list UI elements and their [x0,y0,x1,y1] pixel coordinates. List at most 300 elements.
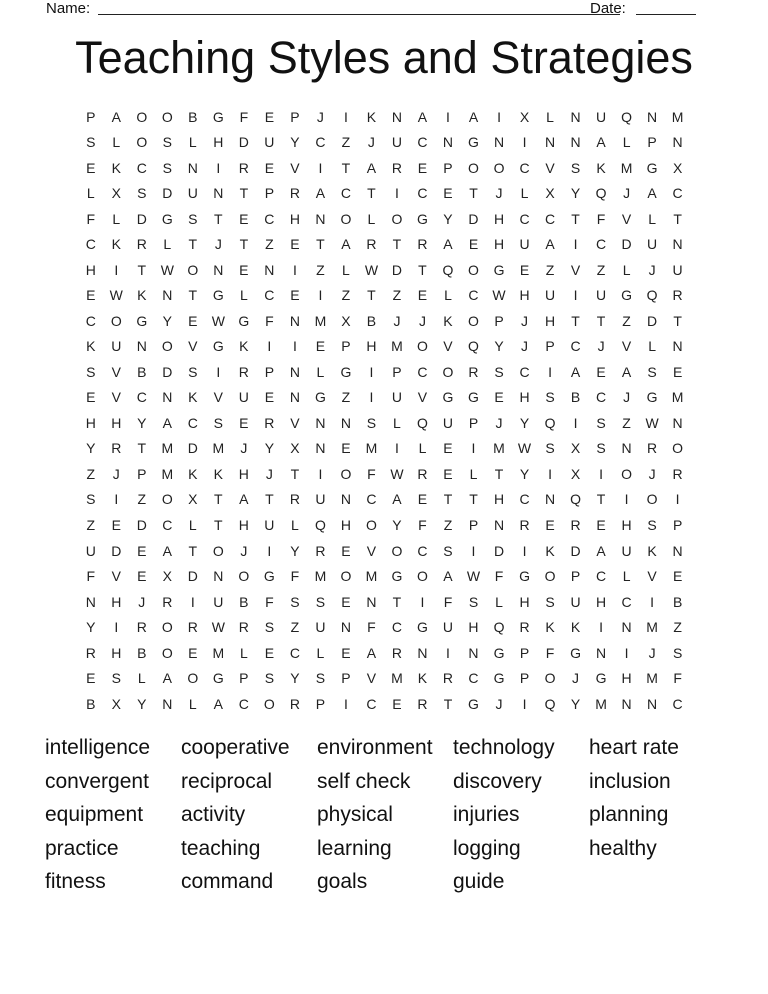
grid-cell[interactable]: J [521,312,529,329]
grid-cell[interactable]: R [187,619,198,636]
grid-cell[interactable]: O [136,108,148,125]
grid-cell[interactable]: G [212,338,224,355]
grid-cell[interactable]: C [264,287,275,304]
grid-cell[interactable]: U [85,542,96,559]
grid-cell[interactable]: E [188,644,198,661]
grid-cell[interactable]: E [111,517,121,533]
grid-cell[interactable]: L [163,236,172,253]
grid-cell[interactable]: D [468,210,479,227]
grid-cell[interactable]: O [391,210,403,227]
grid-cell[interactable]: Y [519,414,530,431]
grid-cell[interactable]: L [188,517,197,533]
grid-cell[interactable]: P [672,517,683,533]
grid-cell[interactable]: F [265,312,274,329]
grid-cell[interactable]: T [673,312,682,329]
grid-cell[interactable]: L [86,185,95,202]
grid-cell[interactable]: U [264,517,275,533]
grid-cell[interactable]: F [494,568,504,585]
grid-cell[interactable]: Q [417,414,428,431]
grid-cell[interactable]: G [442,389,454,406]
grid-cell[interactable]: E [239,261,249,278]
grid-cell[interactable]: L [112,134,121,151]
grid-cell[interactable]: U [187,185,198,202]
grid-cell[interactable]: F [673,670,682,687]
grid-cell[interactable]: P [468,517,479,533]
grid-cell[interactable]: S [86,491,96,508]
grid-cell[interactable]: C [672,185,683,202]
grid-cell[interactable]: T [265,491,274,508]
grid-cell[interactable]: I [343,695,348,712]
grid-cell[interactable]: K [647,542,657,559]
grid-cell[interactable]: I [395,185,399,202]
grid-cell[interactable]: Y [86,619,96,636]
grid-cell[interactable]: D [391,261,402,278]
grid-cell[interactable]: V [111,363,121,380]
grid-cell[interactable]: O [468,312,479,329]
grid-cell[interactable]: G [570,644,581,661]
grid-cell[interactable]: C [468,670,479,687]
grid-cell[interactable]: P [494,312,504,329]
grid-cell[interactable]: N [672,414,683,431]
grid-cell[interactable]: G [493,261,505,278]
grid-cell[interactable]: S [137,185,147,202]
grid-cell[interactable]: I [650,593,655,610]
grid-cell[interactable]: F [86,568,96,585]
grid-cell[interactable]: R [672,287,683,304]
grid-cell[interactable]: K [417,670,428,687]
grid-cell[interactable]: L [495,593,503,610]
grid-cell[interactable]: T [571,312,580,329]
grid-cell[interactable]: C [264,210,275,227]
grid-cell[interactable]: T [367,185,376,202]
grid-cell[interactable]: T [596,312,606,329]
grid-cell[interactable]: O [110,312,122,329]
grid-cell[interactable]: J [240,440,248,457]
grid-cell[interactable]: O [417,338,428,355]
grid-cell[interactable]: C [570,338,581,355]
grid-cell[interactable]: C [519,363,530,380]
grid-cell[interactable]: R [519,517,530,533]
grid-cell[interactable]: I [573,236,578,253]
grid-cell[interactable]: T [392,236,402,253]
grid-cell[interactable]: B [672,593,683,610]
grid-cell[interactable]: M [595,695,607,712]
grid-cell[interactable]: F [545,644,555,661]
grid-cell[interactable]: T [239,236,249,253]
grid-cell[interactable]: U [442,414,454,431]
grid-cell[interactable]: A [162,542,172,559]
grid-cell[interactable]: N [264,261,275,278]
grid-cell[interactable]: R [391,644,402,661]
grid-cell[interactable]: B [366,312,377,329]
grid-cell[interactable]: I [292,338,297,355]
grid-cell[interactable]: N [162,695,173,712]
grid-cell[interactable]: X [519,108,530,125]
grid-cell[interactable]: L [622,134,631,151]
grid-cell[interactable]: F [443,593,453,610]
grid-cell[interactable]: X [672,159,683,176]
grid-cell[interactable]: S [86,134,96,151]
grid-cell[interactable]: V [290,159,300,176]
grid-cell[interactable]: R [289,695,300,712]
grid-cell[interactable]: I [624,491,629,508]
grid-cell[interactable]: N [162,389,173,406]
grid-cell[interactable]: Q [544,414,556,431]
grid-cell[interactable]: O [187,670,199,687]
grid-cell[interactable]: I [114,261,119,278]
grid-cell[interactable]: H [111,644,122,661]
grid-cell[interactable]: O [161,644,173,661]
grid-cell[interactable]: T [571,210,580,227]
grid-cell[interactable]: O [493,159,505,176]
grid-cell[interactable]: E [315,338,326,355]
grid-cell[interactable]: H [213,134,224,151]
grid-cell[interactable]: L [112,210,121,227]
grid-cell[interactable]: Q [493,619,505,636]
grid-cell[interactable]: A [162,670,172,687]
grid-cell[interactable]: T [673,210,682,227]
grid-cell[interactable]: C [238,695,249,712]
grid-cell[interactable]: P [392,363,402,380]
grid-cell[interactable]: L [418,440,427,457]
grid-cell[interactable]: I [548,465,552,482]
grid-cell[interactable]: Z [86,517,96,533]
grid-cell[interactable]: O [468,261,479,278]
grid-cell[interactable]: E [417,491,428,508]
grid-cell[interactable]: N [340,491,351,508]
grid-cell[interactable]: C [366,491,377,508]
grid-cell[interactable]: A [545,236,555,253]
grid-cell[interactable]: T [596,491,606,508]
grid-cell[interactable]: I [114,491,119,508]
grid-cell[interactable]: J [623,389,631,406]
grid-cell[interactable]: S [596,440,606,457]
grid-cell[interactable]: U [570,593,581,610]
grid-cell[interactable]: A [315,185,326,202]
grid-cell[interactable]: F [367,619,376,636]
grid-cell[interactable]: R [570,517,581,533]
grid-cell[interactable]: A [111,108,121,125]
grid-cell[interactable]: B [570,389,581,406]
grid-cell[interactable]: S [596,414,606,431]
grid-cell[interactable]: E [239,414,249,431]
grid-cell[interactable]: A [468,108,479,125]
grid-cell[interactable]: L [239,287,248,304]
grid-cell[interactable]: R [238,159,249,176]
grid-cell[interactable]: K [366,108,377,125]
grid-cell[interactable]: H [493,210,505,227]
grid-cell[interactable]: C [596,568,607,585]
grid-cell[interactable]: F [86,210,96,227]
grid-cell[interactable]: N [544,134,556,151]
grid-cell[interactable]: D [187,568,198,585]
grid-cell[interactable]: W [211,312,225,329]
grid-cell[interactable]: J [648,261,656,278]
grid-cell[interactable]: F [418,517,427,533]
grid-cell[interactable]: V [570,261,581,278]
grid-cell[interactable]: N [213,261,224,278]
grid-cell[interactable]: N [647,695,658,712]
grid-cell[interactable]: R [366,236,377,253]
grid-cell[interactable]: E [417,287,428,304]
grid-cell[interactable]: S [443,542,453,559]
grid-cell[interactable]: K [111,236,121,253]
grid-cell[interactable]: O [442,363,454,380]
grid-cell[interactable]: G [238,312,250,329]
grid-cell[interactable]: E [86,670,96,687]
grid-cell[interactable]: T [137,261,147,278]
grid-cell[interactable]: U [672,261,683,278]
grid-cell[interactable]: U [621,542,632,559]
grid-cell[interactable]: S [188,363,198,380]
grid-cell[interactable]: L [444,287,452,304]
grid-cell[interactable]: L [622,568,631,585]
grid-cell[interactable]: U [315,619,326,636]
grid-cell[interactable]: O [238,568,250,585]
grid-cell[interactable]: F [367,465,376,482]
grid-cell[interactable]: Y [443,210,453,227]
grid-cell[interactable]: S [162,159,172,176]
grid-cell[interactable]: C [85,236,96,253]
grid-cell[interactable]: R [672,465,683,482]
grid-cell[interactable]: E [545,517,555,533]
grid-cell[interactable]: K [239,338,249,355]
grid-cell[interactable]: H [238,465,249,482]
grid-cell[interactable]: E [519,261,530,278]
grid-cell[interactable]: E [596,517,606,533]
grid-cell[interactable]: T [494,465,504,482]
grid-cell[interactable]: G [263,568,275,585]
grid-cell[interactable]: Z [341,134,351,151]
grid-cell[interactable]: R [417,695,428,712]
grid-cell[interactable]: J [112,465,120,482]
grid-cell[interactable]: I [624,644,629,661]
grid-cell[interactable]: R [289,491,300,508]
grid-cell[interactable]: N [315,440,326,457]
grid-cell[interactable]: P [468,414,479,431]
grid-cell[interactable]: C [519,210,530,227]
grid-cell[interactable]: N [570,134,581,151]
grid-cell[interactable]: M [314,568,327,585]
grid-cell[interactable]: N [647,108,658,125]
grid-cell[interactable]: E [596,363,606,380]
grid-cell[interactable]: T [214,517,223,533]
grid-cell[interactable]: N [187,159,198,176]
grid-cell[interactable]: E [239,210,249,227]
grid-cell[interactable]: T [239,185,249,202]
grid-cell[interactable]: V [290,414,300,431]
grid-cell[interactable]: Y [494,338,504,355]
grid-cell[interactable]: H [519,287,530,304]
grid-cell[interactable]: N [315,414,326,431]
grid-cell[interactable]: P [264,185,275,202]
grid-cell[interactable]: O [161,338,173,355]
grid-cell[interactable]: N [493,517,505,533]
grid-cell[interactable]: E [443,440,453,457]
grid-cell[interactable]: N [493,134,505,151]
grid-cell[interactable]: F [596,210,606,227]
grid-cell[interactable]: N [672,134,683,151]
grid-cell[interactable]: R [519,619,530,636]
grid-cell[interactable]: H [366,338,377,355]
grid-cell[interactable]: U [111,338,122,355]
grid-cell[interactable]: I [573,414,578,431]
grid-cell[interactable]: R [162,593,173,610]
grid-cell[interactable]: J [138,593,146,610]
grid-cell[interactable]: A [213,695,223,712]
grid-cell[interactable]: R [468,363,479,380]
grid-cell[interactable]: D [647,312,658,329]
grid-cell[interactable]: X [545,185,555,202]
grid-cell[interactable]: E [494,389,504,406]
grid-cell[interactable]: Z [341,389,351,406]
grid-cell[interactable]: E [86,159,96,176]
grid-cell[interactable]: M [314,312,327,329]
grid-cell[interactable]: N [340,619,351,636]
grid-cell[interactable]: G [621,287,633,304]
grid-cell[interactable]: N [289,363,300,380]
grid-cell[interactable]: V [111,568,121,585]
grid-cell[interactable]: N [162,287,173,304]
grid-cell[interactable]: C [162,517,173,533]
grid-cell[interactable]: Y [290,542,300,559]
grid-cell[interactable]: K [545,619,555,636]
grid-cell[interactable]: V [417,389,428,406]
grid-cell[interactable]: R [111,440,122,457]
grid-cell[interactable]: R [238,363,249,380]
grid-cell[interactable]: Q [442,261,454,278]
grid-cell[interactable]: W [160,261,174,278]
grid-cell[interactable]: I [497,108,501,125]
grid-cell[interactable]: Y [392,517,402,533]
grid-cell[interactable]: L [239,644,248,661]
grid-cell[interactable]: Y [519,465,530,482]
grid-cell[interactable]: H [238,517,249,533]
grid-cell[interactable]: S [290,593,300,610]
grid-cell[interactable]: S [647,517,657,533]
grid-cell[interactable]: H [621,517,632,533]
grid-cell[interactable]: P [239,670,249,687]
grid-cell[interactable]: T [443,491,453,508]
grid-cell[interactable]: D [136,210,147,227]
grid-cell[interactable]: K [86,338,96,355]
grid-cell[interactable]: V [366,670,377,687]
grid-cell[interactable]: H [596,593,607,610]
grid-cell[interactable]: I [369,363,374,380]
grid-cell[interactable]: R [238,619,249,636]
grid-cell[interactable]: G [391,568,403,585]
grid-cell[interactable]: F [290,568,300,585]
grid-cell[interactable]: I [522,695,527,712]
grid-cell[interactable]: V [647,568,657,585]
grid-cell[interactable]: G [340,363,352,380]
grid-cell[interactable]: J [240,542,248,559]
grid-cell[interactable]: V [188,338,198,355]
grid-cell[interactable]: N [289,389,300,406]
grid-cell[interactable]: Z [265,236,274,253]
grid-cell[interactable]: I [343,108,348,125]
grid-cell[interactable]: L [520,185,529,202]
date-field-line[interactable] [636,13,696,15]
grid-cell[interactable]: N [672,236,683,253]
grid-cell[interactable]: N [85,593,96,610]
grid-cell[interactable]: Z [596,261,606,278]
grid-cell[interactable]: T [392,593,402,610]
grid-cell[interactable]: Y [570,185,581,202]
grid-cell[interactable]: A [570,363,581,380]
grid-cell[interactable]: Q [646,287,658,304]
grid-cell[interactable]: N [621,440,632,457]
grid-cell[interactable]: M [391,670,403,687]
grid-cell[interactable]: I [522,134,527,151]
grid-cell[interactable]: L [622,261,631,278]
grid-cell[interactable]: M [161,440,174,457]
grid-cell[interactable]: S [672,644,683,661]
grid-cell[interactable]: X [188,491,198,508]
grid-cell[interactable]: H [111,593,122,610]
grid-cell[interactable]: O [340,465,352,482]
grid-cell[interactable]: A [596,542,606,559]
grid-cell[interactable]: C [621,593,632,610]
grid-cell[interactable]: R [647,440,658,457]
grid-cell[interactable]: I [267,542,272,559]
grid-cell[interactable]: Z [673,619,682,636]
grid-cell[interactable]: R [264,414,275,431]
grid-cell[interactable]: P [545,338,555,355]
grid-cell[interactable]: G [646,159,658,176]
grid-cell[interactable]: G [314,389,326,406]
grid-cell[interactable]: E [264,644,275,661]
grid-cell[interactable]: H [493,236,505,253]
grid-cell[interactable]: M [365,440,378,457]
grid-cell[interactable]: C [366,695,377,712]
grid-cell[interactable]: B [137,644,147,661]
grid-cell[interactable]: U [238,389,249,406]
grid-cell[interactable]: R [315,542,326,559]
grid-cell[interactable]: B [86,695,96,712]
grid-cell[interactable]: S [545,389,555,406]
grid-cell[interactable]: U [391,134,402,151]
grid-cell[interactable]: I [267,338,272,355]
grid-cell[interactable]: B [188,108,198,125]
grid-cell[interactable]: O [340,568,352,585]
grid-cell[interactable]: W [466,568,481,585]
grid-cell[interactable]: P [86,108,96,125]
grid-cell[interactable]: W [109,287,123,304]
grid-cell[interactable]: P [264,363,275,380]
grid-cell[interactable]: E [341,440,351,457]
grid-cell[interactable]: N [213,568,224,585]
grid-cell[interactable]: C [519,159,530,176]
grid-cell[interactable]: E [672,363,683,380]
grid-cell[interactable]: S [188,210,198,227]
grid-cell[interactable]: S [162,134,172,151]
grid-cell[interactable]: S [494,363,504,380]
grid-cell[interactable]: P [519,670,530,687]
grid-cell[interactable]: A [596,134,606,151]
grid-cell[interactable]: T [290,465,300,482]
grid-cell[interactable]: D [111,542,122,559]
grid-cell[interactable]: S [315,593,326,610]
grid-cell[interactable]: Z [622,414,631,431]
grid-cell[interactable]: U [213,593,224,610]
grid-cell[interactable]: T [469,185,478,202]
grid-cell[interactable]: J [418,312,426,329]
grid-cell[interactable]: C [391,619,402,636]
grid-cell[interactable]: X [341,312,351,329]
grid-cell[interactable]: O [417,568,428,585]
grid-cell[interactable]: N [366,593,377,610]
